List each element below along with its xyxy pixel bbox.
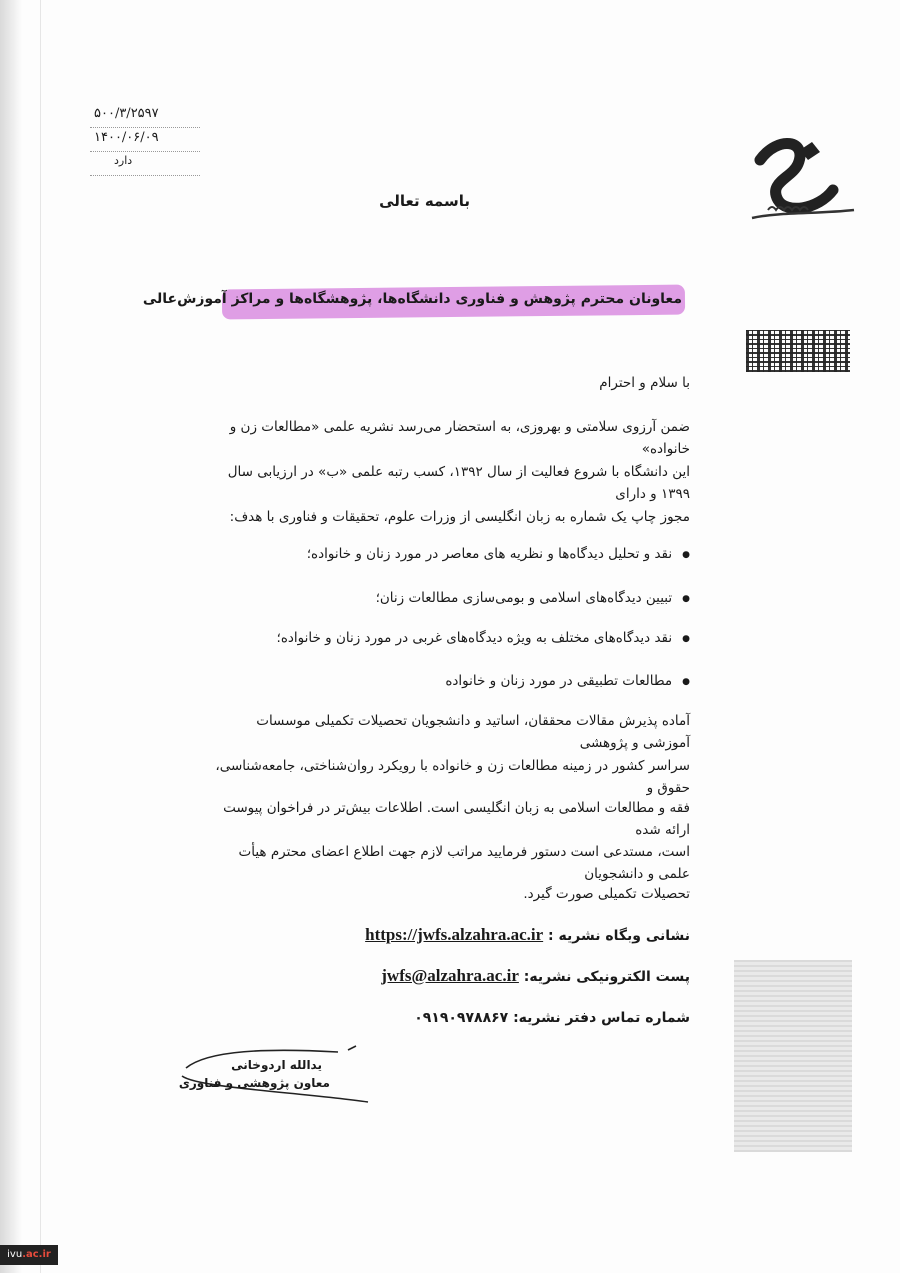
phone-label: شماره تماس دفتر نشریه: (513, 1010, 690, 1026)
email-link[interactable]: jwfs@alzahra.ac.ir (381, 966, 519, 985)
email-label: پست الکترونیکی نشریه: (523, 969, 690, 985)
body-line-1: آماده پذیرش مقالات محققان، اساتید و دانشجویان تحصیلات تکمیلی موسسات آموزشی و پژوهشی (256, 713, 690, 751)
scan-edge (40, 0, 41, 1273)
receipt-stamp (734, 960, 852, 1152)
attachment-row (90, 152, 230, 176)
letter-date-row (90, 128, 230, 152)
scan-shadow (0, 0, 22, 1273)
goal-bullet-2: ● تبیین دیدگاه‌های اسلامی و بومی‌سازی مطالعات زنان؛ (376, 590, 690, 606)
email-row (381, 966, 690, 986)
body-line-2: سراسر کشور در زمینه مطالعات زن و خانواده با رویکرد روان‌شناختی، جامعه‌شناسی، حقوق و (215, 758, 690, 796)
basmala-heading: باسمه تعالی (379, 192, 470, 210)
signature-icon (178, 1040, 378, 1110)
greeting: با سلام و احترام (599, 375, 690, 391)
signer-title: معاون پژوهشی و فناوری (178, 1076, 330, 1090)
attachment-value: دارد (114, 154, 133, 167)
body-line-5: تحصیلات تکمیلی صورت گیرد. (523, 886, 690, 902)
site-watermark: ivu.ac.ir (0, 1245, 58, 1265)
university-logo-icon (738, 130, 860, 226)
qr-code (746, 330, 850, 372)
letter-metadata (90, 104, 230, 176)
signer-name: یدالله اردوخانی (231, 1058, 322, 1072)
phone-row (414, 1010, 690, 1026)
body-line-3: فقه و مطالعات اسلامی به زبان انگلیسی است. اطلاعات بیش‌تر در فراخوان پیوست ارائه شده (223, 800, 690, 838)
phone-number: ۰۹۱۹۰۹۷۸۸۶۷ (414, 1010, 509, 1026)
body-line-4: است، مستدعی است دستور فرمایید مراتب لازم جهت اطلاع اعضای محترم هیأت علمی و دانشجویان (238, 844, 690, 882)
website-link[interactable]: https://jwfs.alzahra.ac.ir (365, 925, 544, 944)
goal-bullet-1: ● نقد و تحلیل دیدگاه‌ها و نظریه های معاصر در مورد زنان و خانواده؛ (307, 546, 690, 562)
intro-line-2: این دانشگاه با شروع فعالیت از سال ۱۳۹۲، کسب رتبه علمی «ب» در ارزیابی سال ۱۳۹۹ و دارای (227, 464, 690, 502)
intro-line-1: ضمن آرزوی سلامتی و بهروزی، به استحضار می‌رسد نشریه علمی «مطالعات زن و خانواده» (229, 419, 690, 457)
intro-line-3: مجوز چاپ یک شماره به زبان انگلیسی از وزرات علوم، تحقیقات و فناوری با هدف: (229, 509, 690, 525)
letter-number-row (90, 104, 230, 128)
goal-bullet-4: ● مطالعات تطبیقی در مورد زنان و خانواده (445, 673, 690, 689)
addressee-line: معاونان محترم پژوهش و فناوری دانشگاه‌ها، پژوهشگاه‌ها و مراکز آموزش‌عالی (142, 291, 682, 307)
letter-date: ۱۴۰۰/۰۶/۰۹ (94, 130, 159, 145)
letter-number: ۵۰۰/۳/۲۵۹۷ (94, 106, 159, 121)
website-row (365, 925, 690, 945)
goal-bullet-3: ● نقد دیدگاه‌های مختلف به ویژه دیدگاه‌های غربی در مورد زنان و خانواده؛ (277, 630, 690, 646)
website-label: نشانی وبگاه نشریه : (548, 928, 690, 944)
